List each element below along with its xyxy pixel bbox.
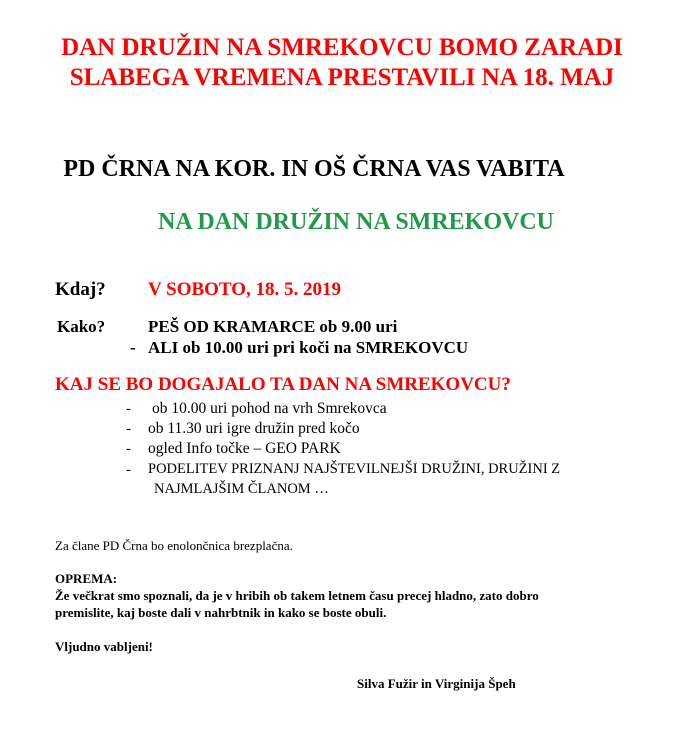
program-item-text-continued: NAJMLAJŠIM ČLANOM … (154, 481, 329, 497)
bullet-dash: - (126, 441, 131, 457)
program-item-text: ob 11.30 uri igre družin pred kočo (148, 420, 360, 437)
program-item-text: ob 10.00 uri pohod na vrh Smrekovca (152, 400, 387, 417)
program-item-text: PODELITEV PRIZNANJ NAJŠTEVILNEJŠI DRUŽINI, DRUŽINI Z (148, 461, 561, 477)
bullet-dash: - (126, 462, 131, 478)
equipment-heading: OPREMA: (55, 571, 118, 586)
equipment-text-line-2: premislite, kaj boste dali v nahrbtnik in kako se boste obuli. (55, 605, 387, 620)
invite-subtitle: NA DAN DRUŽIN NA SMREKOVCU (157, 209, 555, 235)
when-label: Kdaj? (55, 279, 106, 300)
bullet-dash: - (126, 421, 131, 437)
program-heading: KAJ SE BO DOGAJALO TA DAN NA SMREKOVCU? (55, 374, 511, 395)
notice-line-1: DAN DRUŽIN NA SMREKOVCU BOMO ZARADI (61, 34, 623, 61)
equipment-text-line-1: Že večkrat smo spoznali, da je v hribih ob takem letnem času precej hladno, zato dobro (55, 588, 539, 603)
when-value: V SOBOTO, 18. 5. 2019 (148, 279, 342, 300)
notice-line-2: SLABEGA VREMENA PRESTAVILI NA 18. MAJ (69, 64, 615, 91)
closing-greeting: Vljudno vabljeni! (55, 639, 153, 654)
members-note: Za člane PD Črna bo enolončnica brezplačna. (55, 538, 293, 553)
how-label: Kako? (57, 317, 106, 336)
invite-title: PD ČRNA NA KOR. IN OŠ ČRNA VAS VABITA (63, 156, 565, 182)
bullet-dash: - (126, 401, 131, 417)
how-option-1: PEŠ OD KRAMARCE ob 9.00 uri (148, 317, 398, 336)
how-dash: - (130, 338, 136, 357)
how-option-2: ALI ob 10.00 uri pri koči na SMREKOVCU (148, 338, 469, 357)
program-item-text: ogled Info točke – GEO PARK (148, 440, 341, 457)
signature: Silva Fužir in Virginija Špeh (357, 676, 516, 691)
